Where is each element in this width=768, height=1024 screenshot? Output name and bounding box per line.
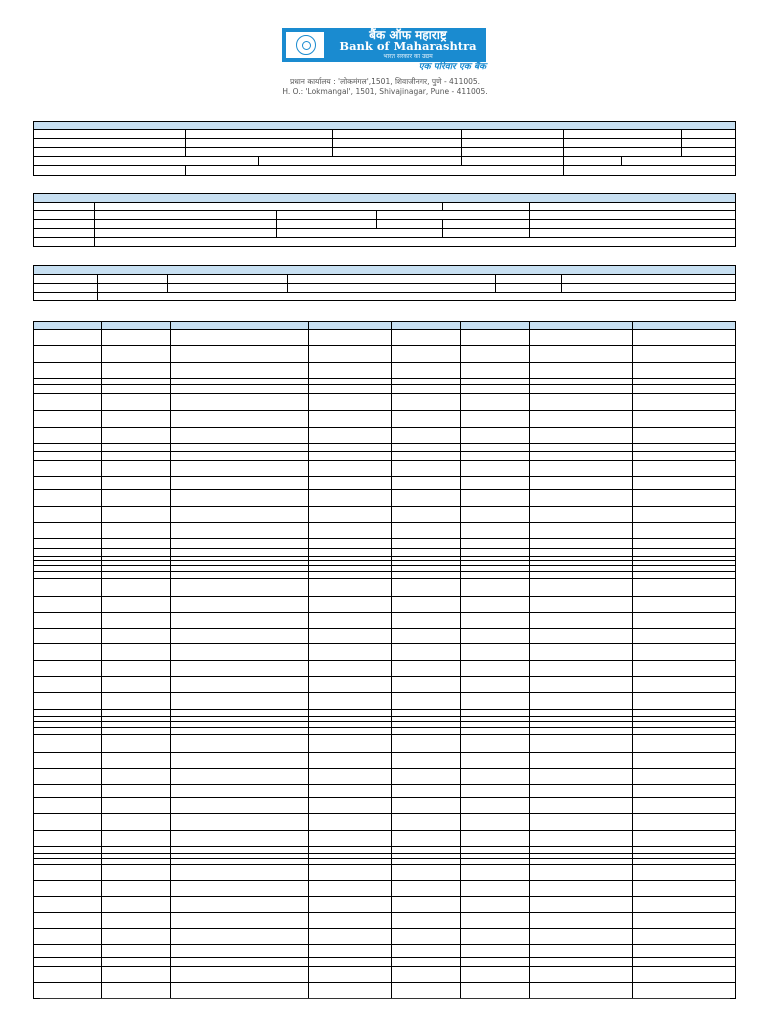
section-3-col-rule bbox=[287, 274, 288, 292]
ledger-row-rule bbox=[33, 362, 735, 363]
ledger-row-rule bbox=[33, 571, 735, 572]
section-3-col-rule bbox=[167, 274, 168, 292]
ledger-row-rule bbox=[33, 427, 735, 428]
ledger-row-rule bbox=[33, 443, 735, 444]
section-1-col-rule bbox=[185, 129, 186, 156]
section-3-col-rule bbox=[97, 274, 98, 300]
section-1-row-rule bbox=[33, 138, 735, 139]
ledger-row-rule bbox=[33, 752, 735, 753]
ledger-row-rule bbox=[33, 716, 735, 717]
head-office-address-hindi: प्रधान कार्यालय : 'लोकमंगल',1501, शिवाजीनगर, पुणे - 411005. bbox=[289, 77, 481, 86]
ledger-row-rule bbox=[33, 858, 735, 859]
ledger-row-rule bbox=[33, 982, 735, 983]
bank-seal-icon bbox=[285, 31, 325, 59]
section-2-row-rule bbox=[33, 210, 735, 211]
section-2-row-rule bbox=[33, 237, 735, 238]
section-1-col-rule bbox=[185, 165, 186, 175]
ledger-row-rule bbox=[33, 548, 735, 549]
bottom-rule bbox=[40, 998, 730, 999]
ledger-row-rule bbox=[33, 912, 735, 913]
ledger-row-rule bbox=[33, 721, 735, 722]
ledger-row-rule bbox=[33, 489, 735, 490]
ledger-row-rule bbox=[33, 643, 735, 644]
ledger-row-rule bbox=[33, 944, 735, 945]
ledger-row-rule bbox=[33, 928, 735, 929]
ledger-row-rule bbox=[33, 560, 735, 561]
ledger-row-rule bbox=[33, 596, 735, 597]
ledger-row-rule bbox=[33, 393, 735, 394]
section-1-col-rule bbox=[681, 129, 682, 156]
bank-tagline: एक परिवार एक बैंक bbox=[418, 62, 486, 72]
section-2-col-rule bbox=[442, 202, 443, 210]
ledger-row-rule bbox=[33, 476, 735, 477]
section-3-row-rule bbox=[33, 283, 735, 284]
section-2-col-rule bbox=[529, 202, 530, 237]
section-2-col-rule bbox=[276, 210, 277, 237]
ledger-row-rule bbox=[33, 410, 735, 411]
ledger-row-rule bbox=[33, 797, 735, 798]
ledger-row-rule bbox=[33, 727, 735, 728]
ledger-row-rule bbox=[33, 957, 735, 958]
section-3-row-rule bbox=[33, 292, 735, 293]
ledger-row-rule bbox=[33, 846, 735, 847]
section-1-col-rule bbox=[461, 129, 462, 165]
ledger-row-rule bbox=[33, 538, 735, 539]
logo-subtitle: भारत सरकार का उद्यम bbox=[383, 53, 433, 60]
section-3-col-rule bbox=[495, 274, 496, 292]
ledger-row-rule bbox=[33, 676, 735, 677]
bank-name-hindi: बैंक ऑफ महाराष्ट्र bbox=[369, 28, 447, 42]
section-1-col-rule bbox=[258, 156, 259, 165]
ledger-row-rule bbox=[33, 578, 735, 579]
section-2-col-rule bbox=[94, 202, 95, 246]
ledger-row-rule bbox=[33, 830, 735, 831]
ledger-header-rule bbox=[33, 329, 735, 330]
ledger-row-rule bbox=[33, 384, 735, 385]
section-1-col-rule bbox=[332, 129, 333, 156]
section-1-row-rule bbox=[33, 156, 735, 157]
ledger-row-rule bbox=[33, 628, 735, 629]
section-3-header-rule bbox=[33, 274, 735, 275]
ledger-row-rule bbox=[33, 880, 735, 881]
ledger-row-rule bbox=[33, 692, 735, 693]
bank-name-english: Bank of Maharashtra bbox=[339, 39, 477, 53]
section-2-header-rule bbox=[33, 202, 735, 203]
section-2-col-rule bbox=[442, 219, 443, 237]
section-1-row-rule bbox=[33, 165, 735, 166]
section-2-row-rule bbox=[33, 219, 735, 220]
ledger-row-rule bbox=[33, 784, 735, 785]
ledger-row-rule bbox=[33, 345, 735, 346]
ledger-row-rule bbox=[33, 813, 735, 814]
ledger-row-rule bbox=[33, 522, 735, 523]
section-3-col-rule bbox=[561, 274, 562, 292]
ledger-row-rule bbox=[33, 734, 735, 735]
head-office-address-english: H. O.: 'Lokmangal', 1501, Shivajinagar, Pune - 411005. bbox=[282, 87, 488, 96]
ledger-row-rule bbox=[33, 660, 735, 661]
section-2-row-rule bbox=[33, 228, 735, 229]
ledger-row-rule bbox=[33, 565, 735, 566]
ledger-row-rule bbox=[33, 768, 735, 769]
ledger-row-rule bbox=[33, 853, 735, 854]
ledger-row-rule bbox=[33, 612, 735, 613]
ledger-row-rule bbox=[33, 864, 735, 865]
ledger-row-rule bbox=[33, 966, 735, 967]
ledger-row-rule bbox=[33, 460, 735, 461]
ledger-row-rule bbox=[33, 451, 735, 452]
section-1-row-rule bbox=[33, 147, 735, 148]
ledger-row-rule bbox=[33, 709, 735, 710]
section-1-header-rule bbox=[33, 129, 735, 130]
ledger-row-rule bbox=[33, 378, 735, 379]
section-1-col-rule bbox=[563, 129, 564, 175]
ledger-row-rule bbox=[33, 556, 735, 557]
section-1-col-rule bbox=[621, 156, 622, 165]
ledger-row-rule bbox=[33, 896, 735, 897]
section-2-col-rule bbox=[376, 210, 377, 228]
ledger-row-rule bbox=[33, 506, 735, 507]
